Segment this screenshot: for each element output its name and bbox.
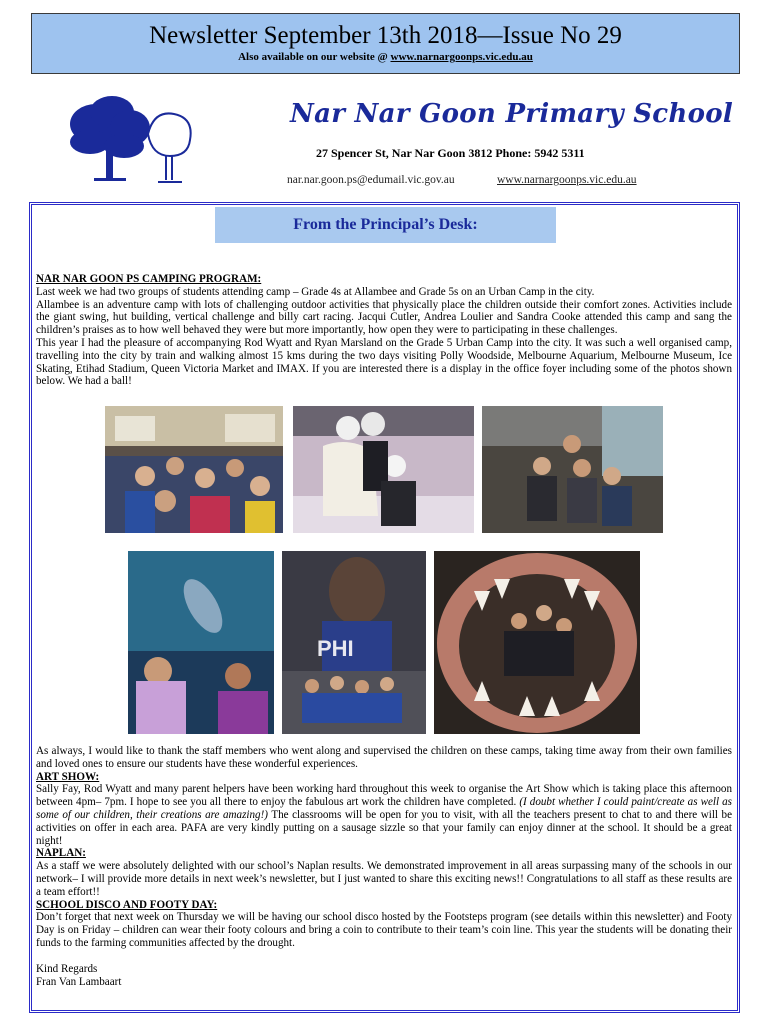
school-logo-trees (66, 94, 198, 188)
naplan-heading: NAPLAN: (36, 847, 86, 860)
section-title: From the Principal’s Desk: (293, 216, 478, 233)
naplan-paragraph: As a staff we were absolutely delighted with our school’s Naplan results. We demonstrated improvement in all areas surpassing many of the schools in our network– I will provide more details in next week’s newsletter, but I just wanted to share this exciting news!! Congratulations to all staff as these results are a team effort!! (36, 860, 732, 898)
art-show-italic: (I doubt whether I could paint/create as well as some of our children, their creations are amazing!) (36, 796, 732, 821)
banner-website-link[interactable]: www.narnargoonps.vic.edu.au (390, 51, 533, 63)
school-name: Nar Nar Goon Primary School (290, 99, 734, 129)
school-address: 27 Spencer St, Nar Nar Goon 3812 Phone: 5942 5311 (316, 146, 585, 160)
disco-paragraph: Don’t forget that next week on Thursday we will be having our school disco hosted by the Footsteps program (see details within this newsletter) and Footy Day is on Friday – children can wear their footy colours and bring a coin to contribute to their team’s coin line. This year the students will be donating their funds to the farming communities affected by the drought. (36, 911, 732, 949)
website-notice-text: Also available on our website @ (238, 51, 391, 63)
photo-museum-group (482, 406, 663, 533)
camping-paragraph-2: Allambee is an adventure camp with lots of challenging outdoor activities that physically place the children outside their comfort zones. Activities include the giant swing, hut building, vertical challenge and billy cart racing. Jacqui Cutler, Andrea Loulier and Sandra Cooke attended this camp and sang the children’s praises as to how well behaved they were but more importantly, how open they were to participating in these challenges. (36, 298, 732, 337)
closing-section (36, 745, 732, 988)
art-show-text-2: The classrooms will be open for you to visit, with all the teachers present to chat to and there will be activities on offer in each area. PAFA are very kindly putting on a sausage sizzle so that your family can enjoy dinner at the school. It should be a great night! (36, 808, 732, 847)
photo-train-group (105, 406, 283, 533)
camping-section (36, 273, 732, 388)
svg-text:PHI: PHI (317, 636, 354, 661)
photo-aquarium (128, 551, 274, 734)
signoff-regards: Kind Regards (36, 962, 98, 975)
school-email[interactable]: nar.nar.goon.ps@edumail.vic.gov.au (287, 174, 455, 186)
art-show-text-1: Sally Fay, Rod Wyatt and many parent helpers have been working hard throughout this week to organise the Art Show which is taking place this afternoon between 4pm– 7pm. I hope to see you all there to enjoy the fabulous art work the children have completed. (36, 783, 732, 809)
newsletter-banner (31, 13, 740, 74)
disco-heading: SCHOOL DISCO AND FOOTY DAY: (36, 898, 218, 911)
thanks-paragraph: As always, I would like to thank the staff members who went along and supervised the children on these camps, taking time away from their own families and loved ones to ensure our students have these wonderful experiences. (36, 745, 732, 770)
camping-paragraph-3: This year I had the pleasure of accompanying Rod Wyatt and Ryan Marsland on the Grade 5 Urban Camp into the city. It was such a well organised camp, travelling into the city by train and walking almost 15 kms during the two days visiting Polly Woodside, Melbourne Aquarium, Melbourne Museum, Ice Skating, Etihad Stadium, Queen Victoria Market and IMAX. If you are interested there is a display in the office foyer including some of the photos shown below. We had a ball! (36, 336, 732, 388)
art-show-heading: ART SHOW: (36, 770, 100, 783)
section-title-box (215, 207, 556, 243)
art-show-paragraph (36, 783, 732, 847)
school-website-link[interactable]: www.narnargoonps.vic.edu.au (497, 174, 637, 186)
website-notice (32, 51, 739, 64)
photo-shark-jaws (434, 551, 640, 734)
photo-stadium-mural (282, 551, 426, 734)
camping-heading: NAR NAR GOON PS CAMPING PROGRAM: (36, 273, 262, 285)
photo-ice-skating (293, 406, 474, 533)
newsletter-title: Newsletter September 13th 2018—Issue No 29 (149, 22, 622, 49)
signoff-name: Fran Van Lambaart (36, 975, 122, 988)
camping-paragraph-1: Last week we had two groups of students attending camp – Grade 4s at Allambee and Grade 5s on an Urban Camp in the city. (36, 285, 595, 298)
